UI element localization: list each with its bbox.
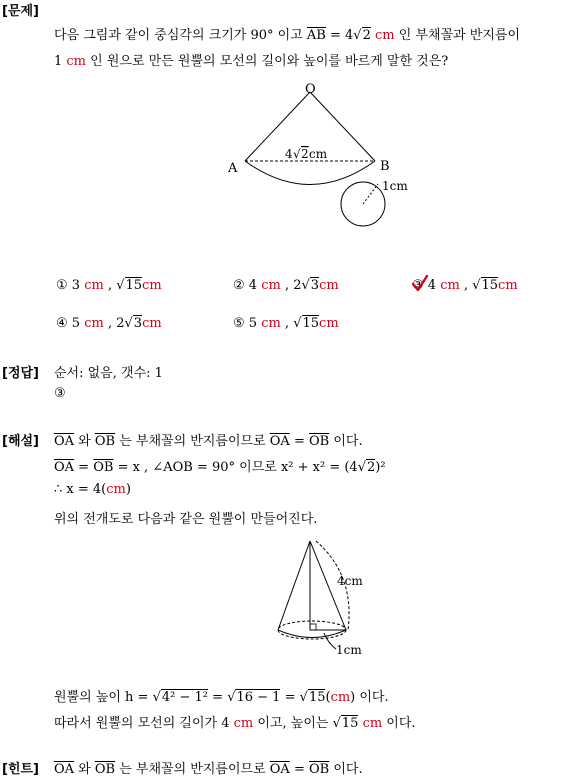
segment-oa: $\overline{OA}$ [54,460,75,475]
solution-label: [해설] [2,434,39,449]
base-radius-label: 1cm [336,643,362,657]
segment-ob: $\overline{OB}$ [308,434,330,449]
choice-mark: ⑤ [233,316,245,331]
cone-figure [270,535,390,660]
choice-height: 3 [310,278,320,293]
text: 는 부채꼴의 반지름이므로 [115,762,270,777]
solution-line-2: $\overline{OA} = \overline{OB} = x$ , ∠AOB = 90° 이므로 x² + x² = (4√2)² [54,460,386,475]
unit-cm: cm [233,716,254,731]
text: = [74,460,94,475]
choice-length: 4 [248,278,262,293]
text: = [289,434,309,449]
text: 따라서 원뿔의 모선의 길이가 4 [54,716,234,731]
solution-line-5: 원뿔의 높이 h = √4² − 1² = √16 − 1 = √15(cm) 이다. [54,690,389,705]
checkmark-icon [410,274,430,294]
hint-label: [힌트] [2,762,39,777]
radicand: 4² − 1² [161,690,209,705]
text: 이다. [382,716,416,731]
unit-cm: cm [330,690,351,705]
choice-mark: ② [233,278,245,293]
eq-text: = 4 [325,28,354,43]
problem-text: 다음 그림과 같이 중심각의 크기가 90° 이고 [54,28,307,43]
problem-text: 인 원으로 만든 원뿔의 모선의 길이와 높이를 바르게 말한 것은? [86,54,449,69]
segment-oa: $\overline{OA}$ [269,762,290,777]
slant-label: 4cm [337,574,363,588]
radicand: 15 [341,716,359,731]
solution-line-4: 위의 전개도로 다음과 같은 원뿔이 만들어진다. [54,512,318,527]
unit-cm: cm [319,316,339,331]
choice-2[interactable]: ② 4 cm , 2√3cm [233,278,339,293]
choice-coef: 2 [116,316,125,331]
choice-coef: 2 [293,278,302,293]
solution-line-1 [54,430,363,449]
unit-cm: cm [261,278,281,293]
segment-oa: $\overline{OA}$ [54,434,75,449]
unit-cm: cm [319,278,339,293]
choice-height: 3 [133,316,143,331]
unit-cm: cm [84,316,104,331]
unit-cm: cm [142,316,162,331]
chord-label-4: 4 [285,147,293,161]
text: 와 [74,434,95,449]
text: = [289,762,309,777]
segment-ob: $\overline{OB}$ [308,762,330,777]
choice-length: 5 [71,316,85,331]
choice-length: 3 [71,278,85,293]
choice-length: 4 [427,278,441,293]
radicand: 2 [362,28,371,43]
segment-ob: $\overline{OB}$ [94,762,116,777]
text: ) [125,482,131,497]
unit-cm: cm [66,54,87,69]
radicand: 16 − 1 [236,690,281,705]
segment-ab: $\overline{AB}$ [306,28,326,43]
choice-height: 15 [125,278,143,293]
choice-1[interactable]: ① 3 cm , √15cm [56,278,162,293]
text: 이다. [329,762,363,777]
text: 원뿔의 높이 h = [54,690,153,705]
choice-mark: ③ [412,278,424,293]
answer-line-2: ③ [54,386,66,401]
unit-cm: cm [261,316,281,331]
answer-label: [정답] [2,366,39,381]
choice-mark-selected [412,278,424,293]
unit-cm: cm [375,28,395,43]
text: 와 [74,762,95,777]
unit-cm: cm [84,278,104,293]
chord-label-sqrt: √ [293,147,301,161]
text: = [208,690,228,705]
point-a: A [228,161,238,176]
answer-line-1: 순서: 없음, 갯수: 1 [54,366,163,381]
segment-oa: $\overline{OA}$ [54,762,75,777]
problem-label: [문제] [2,4,39,19]
unit-cm: cm [440,278,460,293]
problem-text-suffix: 인 부채꼴과 반지름이 [394,28,521,43]
hint-line [54,758,363,777]
segment-oa: $\overline{OA}$ [269,434,290,449]
radius-value: 1 [54,54,67,69]
point-o: O [305,82,316,97]
radicand: 15 [308,690,326,705]
segment-ob: $\overline{OB}$ [93,460,114,475]
circle-radius-label: 1cm [382,179,408,193]
chord-label-rad: 2 [301,147,309,161]
unit-cm: cm [106,482,126,497]
unit-cm: cm [142,278,162,293]
choice-length: 5 [248,316,262,331]
solution-line-3 [54,482,131,497]
solution-line-6: 따라서 원뿔의 모선의 길이가 4 cm 이고, 높이는 √15 cm 이다. [54,716,416,731]
unit-cm: cm [498,278,518,293]
chord-label-cm: cm [309,147,328,161]
radicand: 2 [367,460,376,475]
choice-mark: ④ [56,316,68,331]
choice-mark: ① [56,278,68,293]
choice-4[interactable]: ④ 5 cm , 2√3cm [56,316,162,331]
choice-3[interactable]: ③ 4 cm , √15cm [412,278,518,293]
text: 이고, 높이는 [253,716,333,731]
problem-line-2 [54,50,448,69]
choice-height: 15 [302,316,320,331]
choice-5[interactable]: ⑤ 5 cm , √15cm [233,316,339,331]
choice-height: 15 [481,278,499,293]
text: 는 부채꼴의 반지름이므로 [115,434,270,449]
text: 이다. [329,434,363,449]
text: ) 이다. [350,690,389,705]
sector-figure [220,78,430,238]
point-b: B [380,159,390,174]
text: ∴ x = 4( [54,482,107,497]
segment-ob: $\overline{OB}$ [94,434,116,449]
text: = x , ∠AOB = 90° 이므로 x² + x² = (4 [113,460,358,475]
problem-line-1: 다음 그림과 같이 중심각의 크기가 90° 이고 $\overline{AB} = 4√2$ cm 인 부채꼴과 반지름이 [54,28,521,43]
text: )² [375,460,386,475]
text: = [280,690,300,705]
unit-cm: cm [362,716,383,731]
